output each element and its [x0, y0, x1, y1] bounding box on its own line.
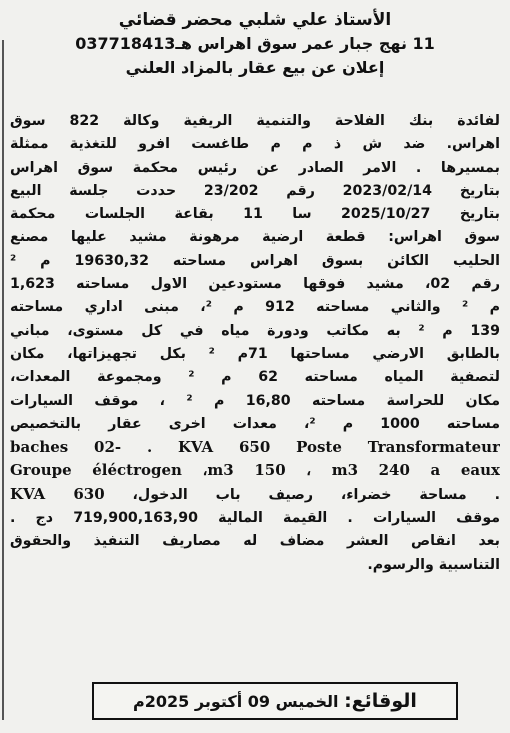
mixed-line: [10, 483, 500, 507]
footer-label: الوقائع:: [344, 690, 417, 712]
body-line: 139 م ² به مكاتب ودورة مياه في كل مستوى، مباني: [10, 322, 500, 339]
body-line: م ² والثاني مساحته 912 م ²، مبنى اداري مساحته: [10, 299, 500, 316]
body-line: لتصفية المياه مساحته 62 م ² ومجموعة المعدات،: [10, 369, 500, 386]
latin-line: baches 02- . KVA 650 Poste Transformateur: [10, 438, 500, 457]
notice-header: [40, 8, 470, 80]
body-line: رقم 02، مشيد فوقها مستودعين الاول مساحته 1,623: [10, 276, 500, 293]
footer-date: الخميس 09 أكتوبر 2025م: [133, 692, 339, 711]
mixed-line-latin: KVA 630: [10, 484, 105, 503]
body-line: بعد انقاص العشر مضاف له مصاريف التنفيذ والحقوق: [10, 533, 500, 550]
body-line: التناسبية والرسوم.: [367, 556, 500, 573]
body-line: بتاريخ 2023/02/14 رقم 23/202 حددت جلسة البيع: [10, 182, 500, 199]
mixed-line-arabic: . مساحة خضراء، رصيف باب الدخول،: [132, 486, 500, 503]
body-line: بمسيرها . الامر الصادر عن رئيس محكمة سوق اهراس: [10, 159, 500, 176]
notice-body: [10, 110, 500, 577]
body-line: مكان للحراسة مساحته 16,80 م ² ، موقف السيارات: [10, 392, 500, 409]
body-line: لفائدة بنك الفلاحة والتنمية الريفية وكالة 822 سوق: [10, 113, 500, 129]
page-edge-rule: [2, 40, 4, 720]
latin-line: Groupe éléctrogen ،m3 150 ، m3 240 a eaux: [10, 461, 500, 480]
body-line: بالطابق الارضي مساحتها 71م ² بكل تجهيزاتها، مكان: [10, 345, 500, 362]
body-line: الحليب الكائن بسوق اهراس مساحته 19630,32 م ²: [10, 252, 500, 269]
body-line: مساحته 1000 م ²، معدات اخرى عقار بالتخصيص: [10, 415, 500, 432]
publication-footer: [92, 682, 458, 720]
body-line: موقف السيارات . القيمة المالية 719,900,163,90 دج .: [10, 510, 500, 527]
lawyer-address: 11 نهج جبار عمر سوق اهراس هـ037718413: [75, 34, 435, 53]
lawyer-name: الأستاذ علي شلبي محضر قضائي: [118, 10, 392, 30]
body-line: بتاريخ 2025/10/27 سا 11 بقاعة الجلسات محكمة: [10, 206, 500, 223]
body-line: اهراس. ضد ش ذ م م طاغست افرو للتغذية ممثلة: [10, 136, 500, 153]
notice-subject: إعلان عن بيع عقار بالمزاد العلني: [125, 58, 385, 77]
body-line: سوق اهراس: قطعة ارضية مرهونة مشيد عليها مصنع: [10, 229, 500, 246]
